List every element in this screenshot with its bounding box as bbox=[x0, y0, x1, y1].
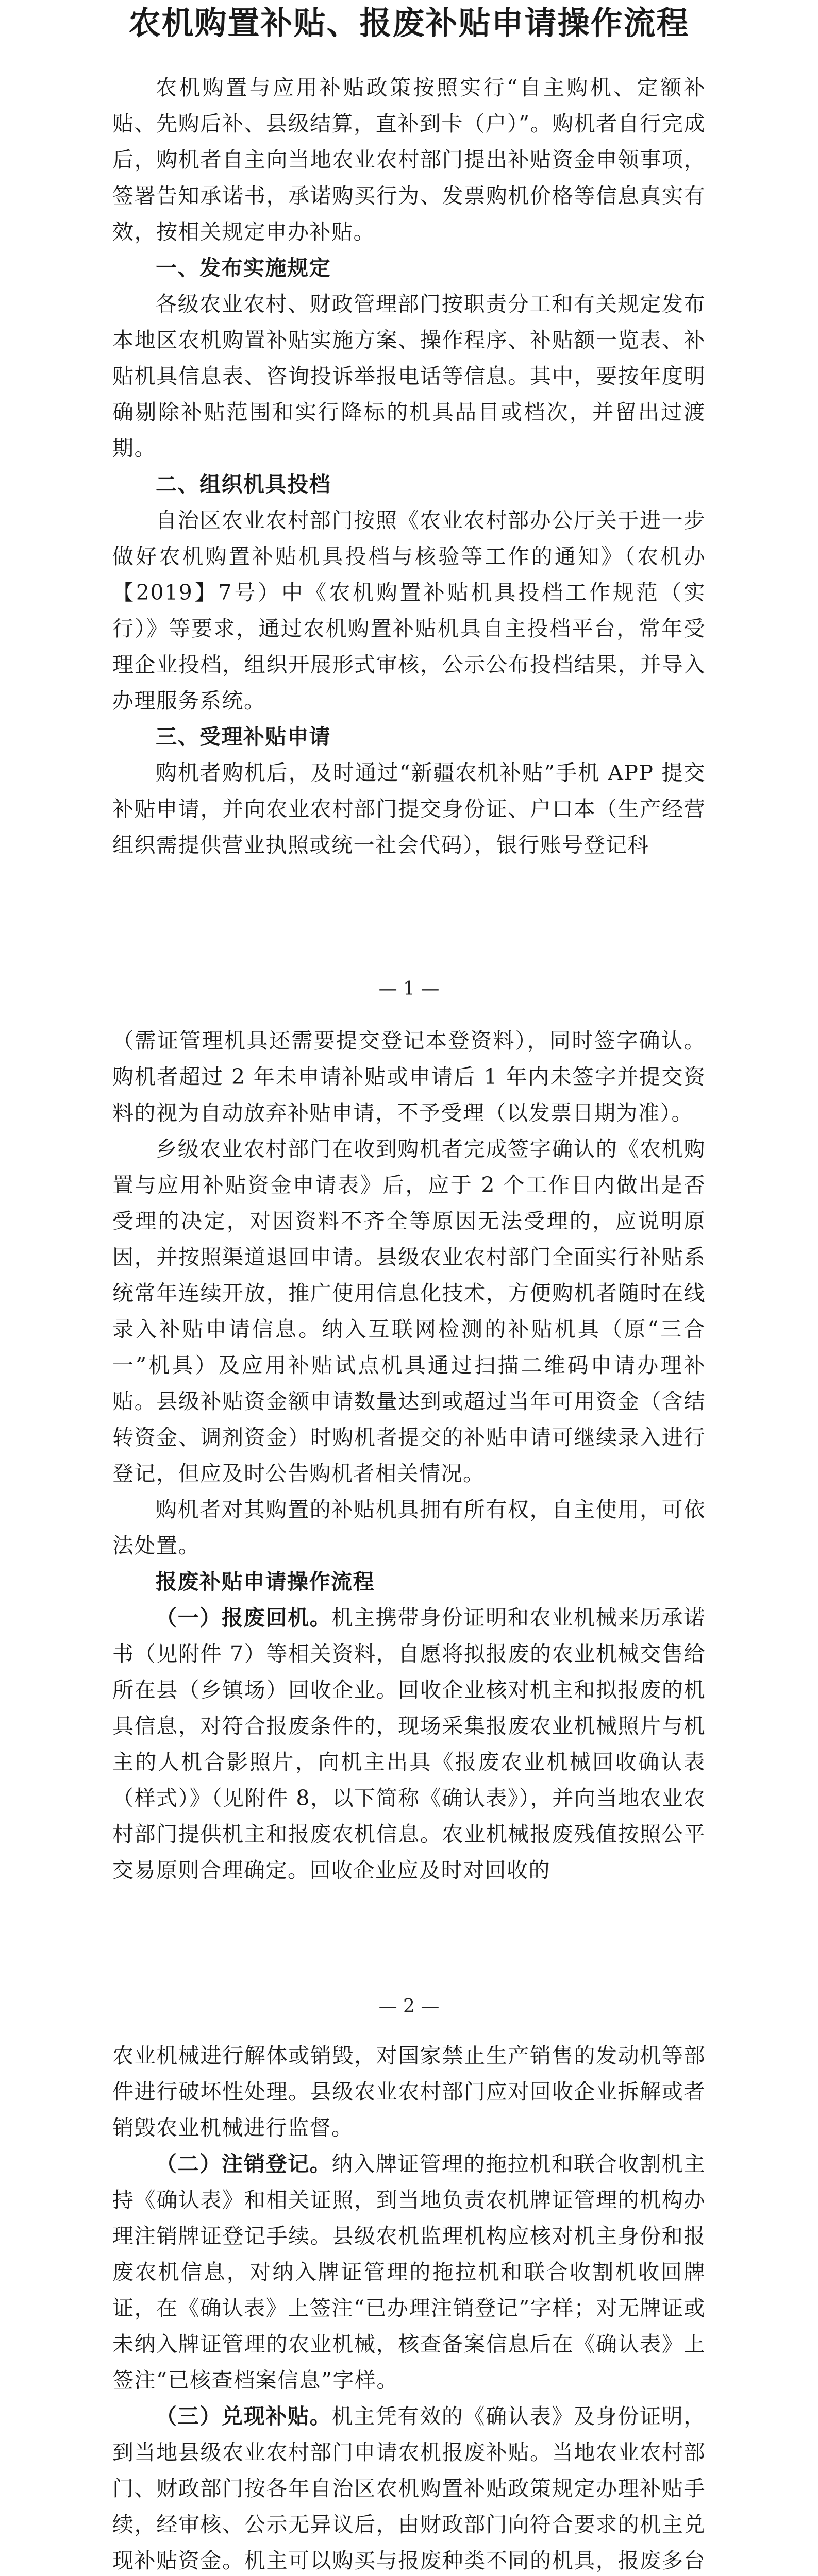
section-2-heading: 二、组织机具投档 bbox=[156, 472, 331, 497]
step-2-text: 纳入牌证管理的拖拉机和联合收割机主持《确认表》和相关证照，到当地负责农机牌证管理的机构办理注销牌证登记手续。县级农机监理机构应核对机主身份和报废农机信息，对纳入牌证管理的拖拉机和联合收割机收回牌证，在《确认表》上签注“已办理注销登记”字样；对无牌证或未纳入牌证管理的农业机械，核查备案信息后在《确认表》上签注“已核查档案信息”字样。 bbox=[112, 2151, 706, 2393]
page-number-2: — 2 — bbox=[378, 1996, 440, 2017]
document-title: 农机购置补贴、报废补贴申请操作流程 bbox=[128, 4, 690, 42]
page-2-continuation: （需证管理机具还需要提交登记本登资料），同时签字确认。购机者超过 2 年未申请补贴或申请后 1 年内未签字并提交资料的视为自动放弃补贴申请，不予受理（以发票日期为准）。 bbox=[112, 1028, 706, 1125]
step-1-label: （一）报废回机。 bbox=[156, 1605, 332, 1630]
section-3-paragraph: 购机者购机后，及时通过“新疆农机补贴”手机 APP 提交补贴申请，并向农业农村部门提交身份证、户口本（生产经营组织需提供营业执照或统一社会代码），银行账号登记科 bbox=[112, 760, 706, 857]
step-3-paragraph bbox=[112, 2398, 706, 2576]
page-number-1: — 1 — bbox=[378, 978, 440, 999]
step-1-text: 机主携带身份证明和农业机械来历承诺书（见附件 7）等相关资料，自愿将拟报废的农业机械交售给所在县（乡镇场）回收企业。回收企业核对机主和拟报废的机具信息，对符合报废条件的，现场采集报废农业机械照片与机主的人机合影照片，向机主出具《报废农业机械回收确认表（样式）》（见附件 8，以下简称《确认表》），并向当地农业农村部门提供机主和报废农机信息。农业机械报废残值按照公平交易原则合理确定。回收企业应及时对回收的 bbox=[112, 1605, 706, 1883]
acceptance-paragraph: 乡级农业农村部门在收到购机者完成签字确认的《农机购置与应用补贴资金申请表》后，应于 2 个工作日内做出是否受理的决定，对因资料不齐全等原因无法受理的，应说明原因，并按照渠道退回申请。县级农业农村部门全面实行补贴系统常年连续开放，推广使用信息化技术，方便购机者随时在线录入补贴申请信息。纳入互联网检测的补贴机具（原“三合一”机具）及应用补贴试点机具通过扫描二维码申请办理补贴。县级补贴资金额申请数量达到或超过当年可用资金（含结转资金、调剂资金）时购机者提交的补贴申请可继续录入进行登记，但应及时公告购机者相关情况。 bbox=[112, 1137, 706, 1486]
page-1-content bbox=[112, 70, 706, 863]
ownership-paragraph: 购机者对其购置的补贴机具拥有所有权，自主使用，可依法处置。 bbox=[112, 1497, 706, 1558]
step-2-label: （二）注销登记。 bbox=[156, 2151, 332, 2176]
scrap-subsidy-heading: 报废补贴申请操作流程 bbox=[156, 1569, 375, 1594]
step-2-paragraph bbox=[112, 2146, 706, 2398]
page-2-content bbox=[112, 1023, 706, 1888]
step-3-label: （三）兑现补贴。 bbox=[156, 2404, 332, 2429]
section-1-paragraph: 各级农业农村、财政管理部门按职责分工和有关规定发布本地区农机购置补贴实施方案、操作程序、补贴额一览表、补贴机具信息表、咨询投诉举报电话等信息。其中，要按年度明确剔除补贴范围和实行降标的机具品目或档次，并留出过渡期。 bbox=[112, 292, 706, 461]
page-3-content bbox=[112, 2038, 706, 2576]
intro-paragraph: 农机购置与应用补贴政策按照实行“自主购机、定额补贴、先购后补、县级结算，直补到卡（户）”。购机者自行完成后，购机者自主向当地农业农村部门提出补贴资金申领事项，签署告知承诺书，承诺购买行为、发票购机价格等信息真实有效，按相关规定申办补贴。 bbox=[112, 75, 706, 244]
step-3-text: 机主凭有效的《确认表》及身份证明，到当地县级农业农村部门申请农机报废补贴。当地农业农村部门、财政部门按各年自治区农机购置补贴政策规定办理补贴手续，经审核、公示无异议后，由财政部门向符合要求的机主兑现补贴资金。机主可以购买与报废种类不同的机具，报废多台 bbox=[112, 2404, 706, 2573]
page-3-continuation: 农业机械进行解体或销毁，对国家禁止生产销售的发动机等部件进行破坏性处理。县级农业农村部门应对回收企业拆解或者销毁农业机械进行监督。 bbox=[112, 2043, 706, 2140]
section-2-paragraph: 自治区农业农村部门按照《农业农村部办公厅关于进一步做好农机购置补贴机具投档与核验等工作的通知》（农机办【2019】7号）中《农机购置补贴机具投档工作规范（实行）》等要求，通过农机购置补贴机具自主投档平台，常年受理企业投档，组织开展形式审核，公示公布投档结果，并导入办理服务系统。 bbox=[112, 508, 706, 713]
section-1-heading: 一、发布实施规定 bbox=[156, 256, 331, 280]
section-3-heading: 三、受理补贴申请 bbox=[156, 724, 331, 749]
step-1-paragraph bbox=[112, 1600, 706, 1888]
